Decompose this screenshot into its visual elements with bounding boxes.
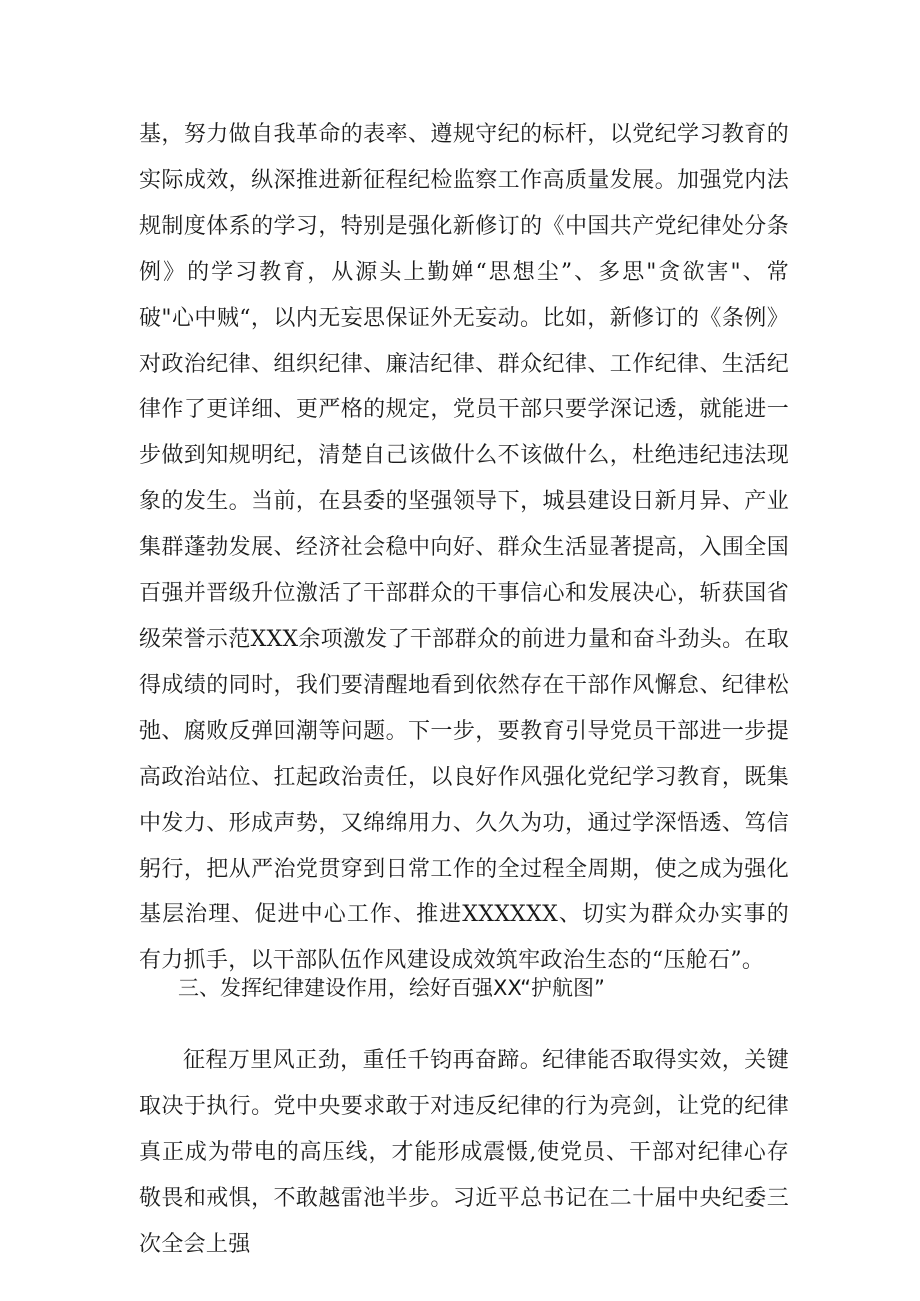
body-paragraph-continued: 基，努力做自我革命的表率、遵规守纪的标杆，以党纪学习教育的实际成效，纵深推进新征程纪检监察工作高质量发展。加强党内法规制度体系的学习，特别是强化新修订的《中国共产党纪律处分条例》的学习教育，从源头上勤婵“思想尘”、多思"贪欲害"、常破"心中贼“，以内无妄思保证外无妄动。比如，新修订的《条例》对政治纪律、组织纪律、廉洁纪律、群众纪律、工作纪律、生活纪律作了更详细、更严格的规定，党员干部只要学深记透，就能进一步做到知规明纪，清楚自己该做什么不该做什么，杜绝违纪违法现象的发生。当前，在县委的坚强领导下，城县建设日新月异、产业集群蓬勃发展、经济社会稳中向好、群众生活显著提高，入围全国百强并晋级升位激活了干部群众的干事信心和发展决心，斩获国省级荣誉示范XXX余项激发了干部群众的前进力量和奋斗劲头。在取得成绩的同时，我们要清醒地看到依然存在干部作风懈怠、纪律松弛、腐败反弹回潮等问题。下一步，要教育引导党员干部进一步提高政治站位、扛起政治责任，以良好作风强化党纪学习教育，既集中发力、形成声势，又绵绵用力、久久为功，通过学深悟透、笃信躬行，把从严治党贯穿到日常工作的全过程全周期，使之成为强化基层治理、促进中心工作、推进XXXXXX、切实为群众办实事的有力抓手，以干部队伍作风建设成效筑牢政治生态的“压舱石”。 xyxy=(139,122,789,974)
section-heading-3: 三、发挥纪律建设作用，绘好百强XX“护航图” xyxy=(178,976,605,1000)
body-paragraph-section-3: 征程万里风正劲，重任千钧再奋蹄。纪律能否取得实效，关键取决于执行。党中央要求敢于对违反纪律的行为亮剑，让党的纪律真正成为带电的高压线，才能形成震慑,使党员、干部对纪律心存敬畏和戒惧，不敢越雷池半步。习近平总书记在二十届中央纪委三次全会上强 xyxy=(139,1048,789,1257)
